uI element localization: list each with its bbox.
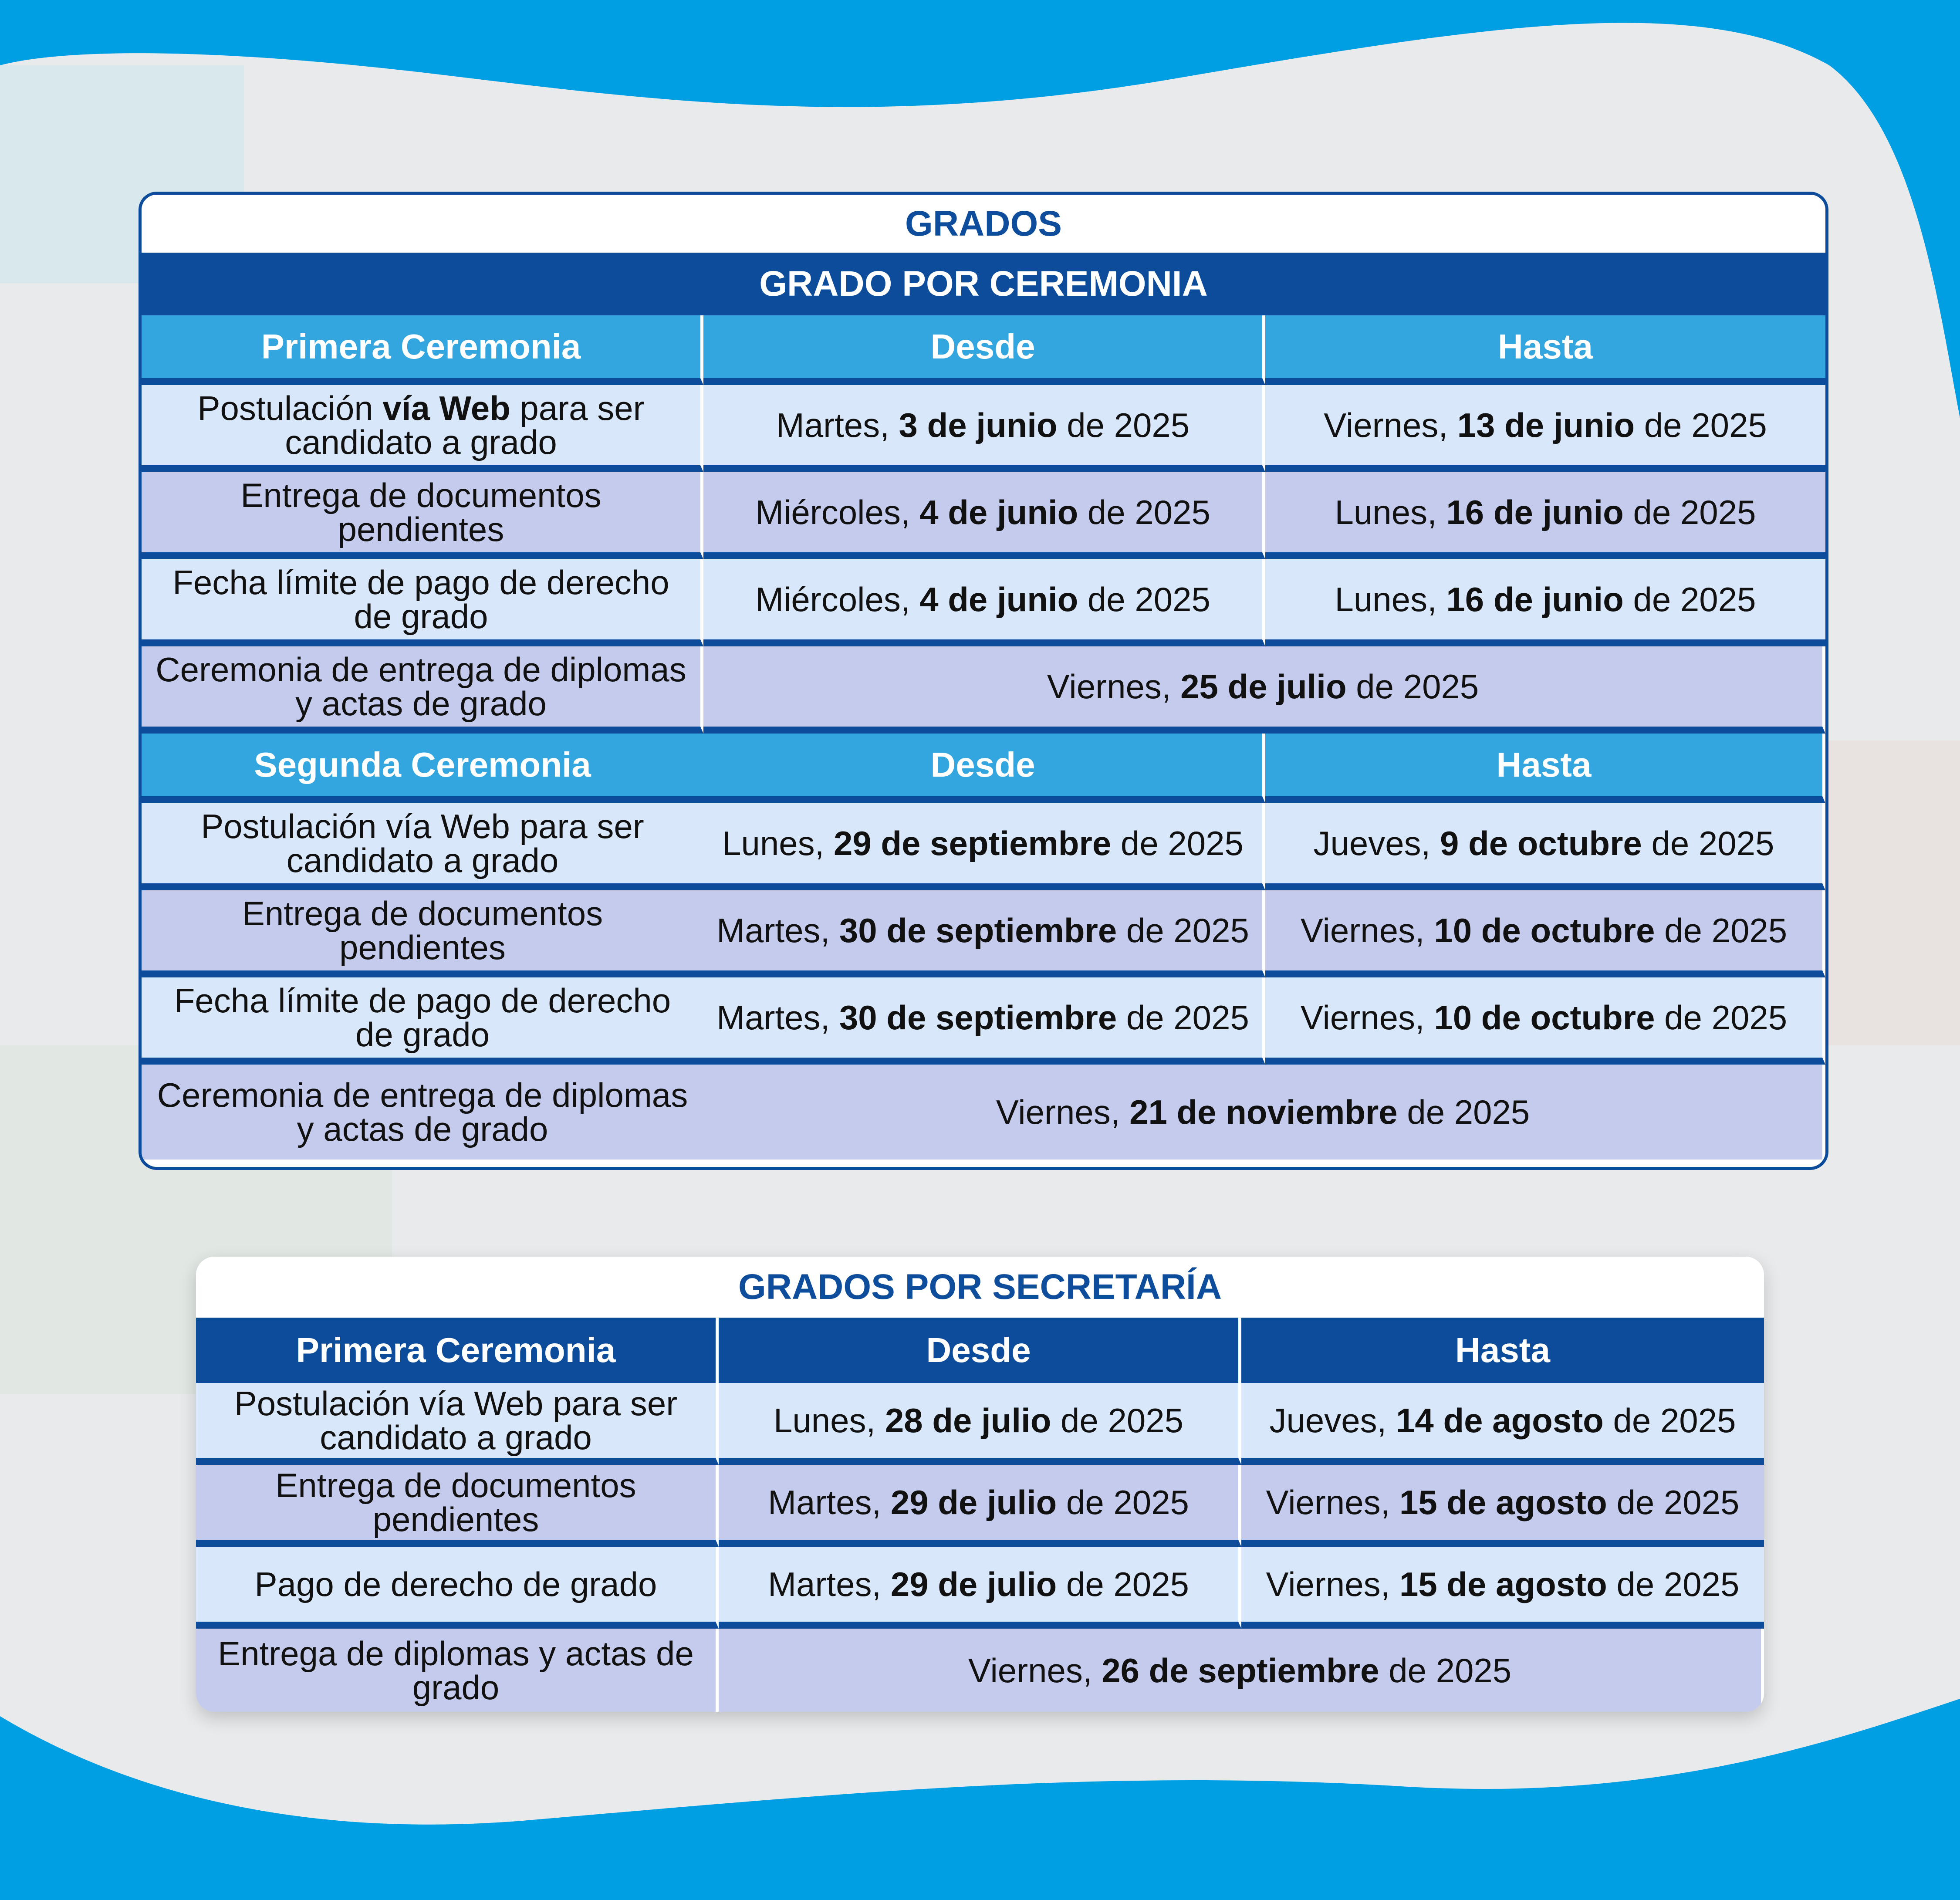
ceremony-date-cell: Viernes, 21 de noviembre de 2025: [703, 1065, 1825, 1160]
grado-por-ceremonia-table: [139, 192, 1828, 1170]
hasta-cell: Jueves, 9 de octubre de 2025: [1265, 803, 1825, 890]
grados-por-secretaria-table: [196, 1257, 1764, 1712]
activity-cell: Entrega de diplomas y actas de grado: [196, 1629, 719, 1712]
activity-cell: Fecha límite de pago de derecho de grado: [142, 559, 703, 646]
header-hasta: Hasta: [1241, 1318, 1764, 1383]
activity-cell: Fecha límite de pago de derecho de grado: [142, 977, 703, 1065]
desde-cell: Martes, 3 de junio de 2025: [703, 385, 1265, 472]
table-title: GRADOS POR SECRETARÍA: [196, 1257, 1764, 1318]
desde-cell: Miércoles, 4 de junio de 2025: [703, 472, 1265, 559]
activity-cell: Postulación vía Web para ser candidato a grado: [142, 803, 703, 890]
desde-cell: Martes, 30 de septiembre de 2025: [703, 977, 1265, 1065]
header-hasta: Hasta: [1265, 315, 1825, 385]
hasta-cell: Viernes, 15 de agosto de 2025: [1241, 1547, 1764, 1629]
ceremony-date-cell: Viernes, 26 de septiembre de 2025: [719, 1629, 1764, 1712]
desde-cell: Lunes, 29 de septiembre de 2025: [703, 803, 1265, 890]
hasta-cell: Viernes, 10 de octubre de 2025: [1265, 890, 1825, 977]
hasta-cell: Jueves, 14 de agosto de 2025: [1241, 1383, 1764, 1465]
header-hasta: Hasta: [1265, 734, 1825, 803]
activity-cell: Postulación vía Web para ser candidato a grado: [196, 1383, 719, 1465]
desde-cell: Lunes, 28 de julio de 2025: [719, 1383, 1241, 1465]
desde-cell: Martes, 29 de julio de 2025: [719, 1547, 1241, 1629]
activity-cell: Entrega de documentos pendientes: [196, 1465, 719, 1547]
ceremonia-grid: [142, 315, 1825, 1160]
hasta-cell: Viernes, 13 de junio de 2025: [1265, 385, 1825, 472]
activity-cell: Pago de derecho de grado: [196, 1547, 719, 1629]
activity-cell: Entrega de documentos pendientes: [142, 890, 703, 977]
hasta-cell: Viernes, 10 de octubre de 2025: [1265, 977, 1825, 1065]
activity-cell: Postulación vía Web para ser candidato a grado: [142, 385, 703, 472]
desde-cell: Miércoles, 4 de junio de 2025: [703, 559, 1265, 646]
table-title: GRADOS: [142, 195, 1825, 253]
hasta-cell: Viernes, 15 de agosto de 2025: [1241, 1465, 1764, 1547]
activity-cell: Ceremonia de entrega de diplomas y actas de grado: [142, 1065, 703, 1160]
header-desde: Desde: [719, 1318, 1241, 1383]
hasta-cell: Lunes, 16 de junio de 2025: [1265, 472, 1825, 559]
header-primera-ceremonia: Primera Ceremonia: [196, 1318, 719, 1383]
ceremony-date-cell: Viernes, 25 de julio de 2025: [703, 646, 1825, 734]
header-desde: Desde: [703, 734, 1265, 803]
header-primera-ceremonia: Primera Ceremonia: [142, 315, 703, 385]
secretaria-grid: [196, 1318, 1764, 1712]
hasta-cell: Lunes, 16 de junio de 2025: [1265, 559, 1825, 646]
activity-cell: Ceremonia de entrega de diplomas y actas de grado: [142, 646, 703, 734]
activity-cell: Entrega de documentos pendientes: [142, 472, 703, 559]
table-subtitle: GRADO POR CEREMONIA: [142, 253, 1825, 315]
desde-cell: Martes, 30 de septiembre de 2025: [703, 890, 1265, 977]
header-desde: Desde: [703, 315, 1265, 385]
desde-cell: Martes, 29 de julio de 2025: [719, 1465, 1241, 1547]
header-segunda-ceremonia: Segunda Ceremonia: [142, 734, 703, 803]
